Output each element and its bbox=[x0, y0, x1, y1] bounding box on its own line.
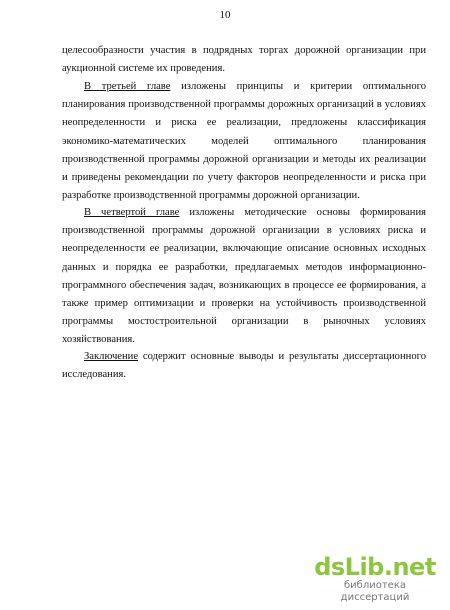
dslib-subtitle: библиотека диссертаций bbox=[340, 580, 410, 603]
text-line: планирования производственной программы дорожных организаций в условиях bbox=[62, 99, 426, 111]
text-line: исследования. bbox=[62, 369, 127, 381]
text-line: хозяйствования. bbox=[62, 334, 135, 346]
text-line: программы мостостроительной организации в рыночных условиях bbox=[62, 316, 426, 328]
dslib-logo: dsLib.net bbox=[314, 553, 436, 581]
chapter-4-heading: В четвертой главе bbox=[84, 207, 180, 218]
chapter-3-heading: В третьей главе bbox=[84, 81, 171, 92]
text-line: целесообразности участия в подрядных торгах дорожной организации при bbox=[62, 45, 426, 56]
text-line: неопределенности ее реализации, включающие описание основных исходных bbox=[62, 243, 426, 255]
paragraph-conclusion bbox=[62, 348, 426, 384]
text-line: разработке производственной программы дорожной организации. bbox=[62, 190, 360, 202]
paragraph-chapter-3 bbox=[62, 78, 426, 205]
text-line: экономико-математических моделей оптимального планирования bbox=[62, 135, 426, 147]
text-line: производственной программы дорожной организации в условиях риска и bbox=[62, 225, 426, 237]
text-line: В третьей главе изложены принципы и критерии оптимального bbox=[84, 81, 427, 92]
text-line: В четвертой главе изложены методические основы формирования bbox=[84, 207, 426, 218]
text-line: и приведены рекомендации по учету факторов неопределенности и риска при bbox=[62, 171, 426, 183]
dslib-watermark bbox=[310, 554, 440, 604]
text-line: производственной программы дорожной организации и методы их реализации bbox=[62, 153, 426, 165]
text-line: данных и порядка ее разработки, предлагаемых методов информационно- bbox=[62, 261, 426, 273]
text-line: также пример оптимизации и проверки на устойчивость производственной bbox=[62, 297, 426, 309]
text-line: программного обеспечения задач, возникающих в процессе ее формирования, а bbox=[62, 279, 426, 291]
text-line: аукционной системе их проведения. bbox=[62, 63, 225, 75]
conclusion-heading: Заключение bbox=[84, 351, 139, 362]
page-number: 10 bbox=[219, 9, 231, 21]
text-line: неопределенности и риска ее реализации, предложены классификация bbox=[62, 117, 426, 129]
text-line: Заключение содержит основные выводы и результаты диссертационного bbox=[84, 351, 426, 362]
paragraph-intro-tail bbox=[62, 42, 426, 78]
paragraph-chapter-4 bbox=[62, 204, 426, 350]
